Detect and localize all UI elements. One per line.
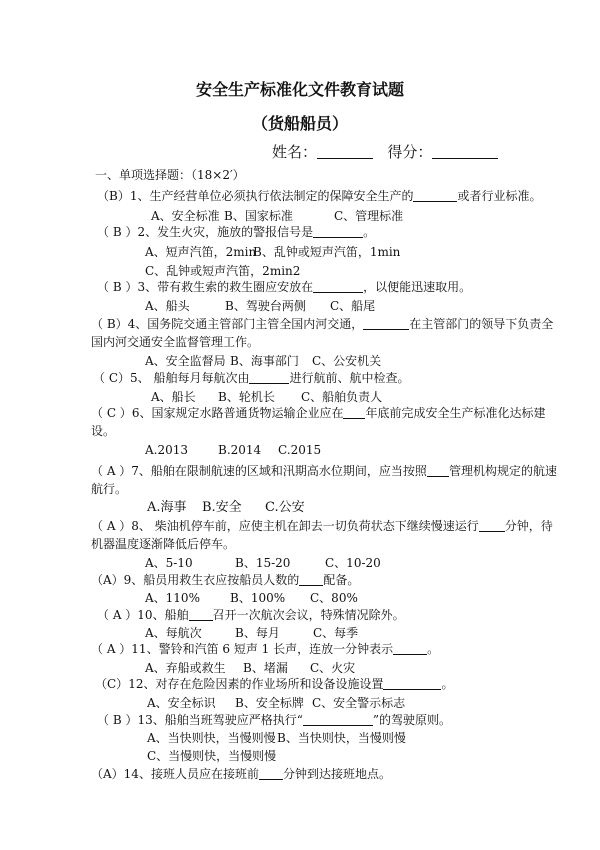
option-a: A、短声汽笛，2min [145, 245, 257, 259]
stem-after: 。 [427, 642, 440, 656]
answer: （ A ） [91, 519, 132, 533]
blank [313, 225, 363, 238]
option-a: A、当快则快，当慢则慢 [147, 731, 276, 745]
question-11 [91, 641, 439, 657]
option-b: B、当快则快，当慢则慢 [277, 731, 406, 745]
question-10-options [145, 625, 359, 641]
stem-after: 或者行业标准。 [457, 189, 542, 203]
stem-after: 在主管部门的领导下负责全 [409, 317, 554, 331]
document-title: 安全生产标准化文件教育试题 [195, 80, 404, 99]
stem: 8、 柴油机停车前，应使主机在卸去一切负荷状态下继续慢速运行 [131, 519, 479, 533]
option-b: B、轮机长 [218, 390, 275, 404]
stem: 1、生产经营单位必须执行依法制定的保障安全生产的 [129, 189, 414, 203]
answer: （ B ） [97, 225, 138, 239]
stem: 9、船员用救生衣应按船员人数的 [123, 573, 300, 587]
stem: 7、船舶在限制航速的区域和汛期高水位期间，应当按照 [131, 464, 427, 478]
stem-after: 召开一次航次会议，特殊情况除外。 [212, 608, 405, 622]
stem: 6、国家规定水路普通货物运输企业应在 [131, 406, 344, 420]
option-c: C、船尾 [330, 299, 376, 313]
option-a: A、船头 [145, 299, 190, 313]
stem-after: ，以便能迅速取用。 [363, 280, 472, 294]
name-blank [317, 143, 373, 159]
score-blank [432, 143, 498, 159]
stem: 12、对存在危险因素的作业场所和设备设施设置 [128, 677, 384, 691]
stem-after: 管理机构规定的航速 [448, 464, 557, 478]
option-a: A、每航次 [145, 626, 202, 640]
option-b: B、驾驶台两侧 [225, 299, 306, 313]
option-c: C、安全警示标志 [312, 696, 406, 710]
stem-after: 进行航前、航中检查。 [289, 371, 410, 385]
answer: （ B ） [97, 713, 138, 727]
option-a: A、弃船或救生 [145, 661, 226, 675]
option-b: B.安全 [202, 500, 242, 515]
option-a: A.2013 [145, 443, 189, 457]
question-6-line2: 设。 [91, 424, 116, 438]
option-b: B、每月 [235, 626, 280, 640]
blank [427, 464, 449, 477]
question-2-options [145, 244, 401, 260]
question-4 [91, 316, 553, 332]
question-9-options [145, 590, 358, 606]
question-4-line2: 国内河交通安全监督管理工作。 [91, 335, 260, 349]
blank [413, 189, 457, 202]
option-c: C、80% [310, 591, 358, 605]
question-12 [95, 676, 453, 692]
question-7-line2: 航行。 [91, 482, 128, 496]
option-a: A、安全标识 [147, 696, 216, 710]
stem: 5、 船舶每月每航次由 [130, 371, 250, 385]
score-label: 得分： [387, 143, 433, 161]
blank [383, 677, 441, 690]
question-14 [91, 766, 391, 782]
blank [303, 713, 373, 726]
option-b: B、安全标牌 [235, 696, 304, 710]
answer: （A） [91, 573, 124, 587]
blank [393, 642, 427, 655]
question-5-options [151, 389, 383, 405]
answer: （ B ） [97, 280, 138, 294]
answer: （C） [95, 677, 129, 691]
option-a: A.海事 [147, 500, 187, 515]
blank [249, 371, 289, 384]
stem: 13、船舶当班驾驶应严格执行“ [137, 713, 303, 727]
stem: 4、国务院交通主管部门主管全国内河交通， [127, 317, 364, 331]
question-4-options [145, 353, 382, 369]
answer: （ A ） [97, 608, 138, 622]
answer: （ B） [91, 317, 128, 331]
blank [189, 608, 213, 621]
option-b: B、乱钟或短声汽笛，1min [253, 245, 401, 259]
blank [259, 767, 283, 780]
blank [479, 519, 505, 532]
question-9 [91, 572, 359, 588]
stem: 11、警铃和汽笛 6 短声 1 长声，连放一分钟表示 [131, 642, 394, 656]
option-a: A、船长 [151, 390, 196, 404]
question-1 [97, 188, 541, 204]
stem: 14、接班人员应在接班前 [123, 767, 259, 781]
stem: 3、带有救生索的救生圈应安放在 [137, 280, 314, 294]
option-b: B、100% [230, 591, 286, 605]
answer: （ C） [93, 371, 130, 385]
document-subtitle: （货船船员） [251, 114, 348, 133]
question-6-options [145, 442, 322, 458]
question-13-options [147, 730, 406, 746]
option-c: C、每季 [313, 626, 359, 640]
option-b: B、海事部门 [230, 354, 299, 368]
option-b: B.2014 [218, 443, 262, 457]
option-a: A、安全标准 [151, 209, 220, 223]
answer: （A） [91, 767, 124, 781]
option-c: C、火灾 [310, 661, 356, 675]
answer: （ C ） [91, 406, 132, 420]
option-b: B、国家标准 [224, 209, 293, 223]
answer: （ A ） [91, 464, 132, 478]
option-a: A、5-10 [145, 556, 193, 570]
blank [299, 573, 323, 586]
question-7 [91, 463, 557, 479]
question-1-options [151, 208, 404, 224]
stem-after: 。 [441, 677, 454, 691]
stem: 10、船舶 [137, 608, 189, 622]
blank [363, 317, 409, 330]
answer: （B） [97, 189, 130, 203]
question-2 [97, 224, 375, 240]
stem-after: 配备。 [323, 573, 360, 587]
option-c: C.2015 [278, 443, 322, 457]
stem-after: 。 [363, 225, 376, 239]
blank [313, 280, 363, 293]
question-8-line2: 机器温度逐渐降低后停车。 [91, 537, 236, 551]
stem-after: ”的驾驶原则。 [372, 713, 451, 727]
stem: 2、发生火灾，施放的警报信号是 [137, 225, 314, 239]
option-a: A、110% [145, 591, 200, 605]
question-8 [91, 518, 553, 534]
question-5 [93, 370, 409, 386]
stem-after: 年底前完成安全生产标准化达标建 [365, 406, 546, 420]
blank [343, 406, 365, 419]
option-c: C、乱钟或短声汽笛，2min2 [145, 264, 301, 278]
name-label: 姓名： [272, 143, 318, 161]
option-c: C、公安机关 [312, 354, 382, 368]
section-heading: 一、单项选择题：（18×2′） [95, 168, 245, 182]
option-a: A、安全监督局 [145, 354, 226, 368]
question-10 [97, 607, 405, 623]
option-c: C、船舶负责人 [301, 390, 383, 404]
question-3-options [145, 298, 376, 314]
name-score-row [272, 143, 498, 161]
question-7-options [147, 500, 305, 516]
question-12-options [147, 695, 406, 711]
question-13-option-c: C、当慢则快，当慢则慢 [147, 749, 277, 763]
question-11-options [145, 660, 356, 676]
option-b: B、15-20 [235, 556, 291, 570]
stem-after: 分钟，待 [504, 519, 553, 533]
option-c: C.公安 [265, 500, 305, 515]
answer: （ A ） [91, 642, 132, 656]
question-6 [91, 405, 545, 421]
option-c: C、管理标准 [334, 209, 404, 223]
question-8-options [145, 555, 381, 571]
stem-after: 分钟到达接班地点。 [282, 767, 391, 781]
question-13 [97, 712, 451, 728]
question-3 [97, 279, 471, 295]
option-c: C、10-20 [325, 556, 381, 570]
option-b: B、堵漏 [243, 661, 288, 675]
